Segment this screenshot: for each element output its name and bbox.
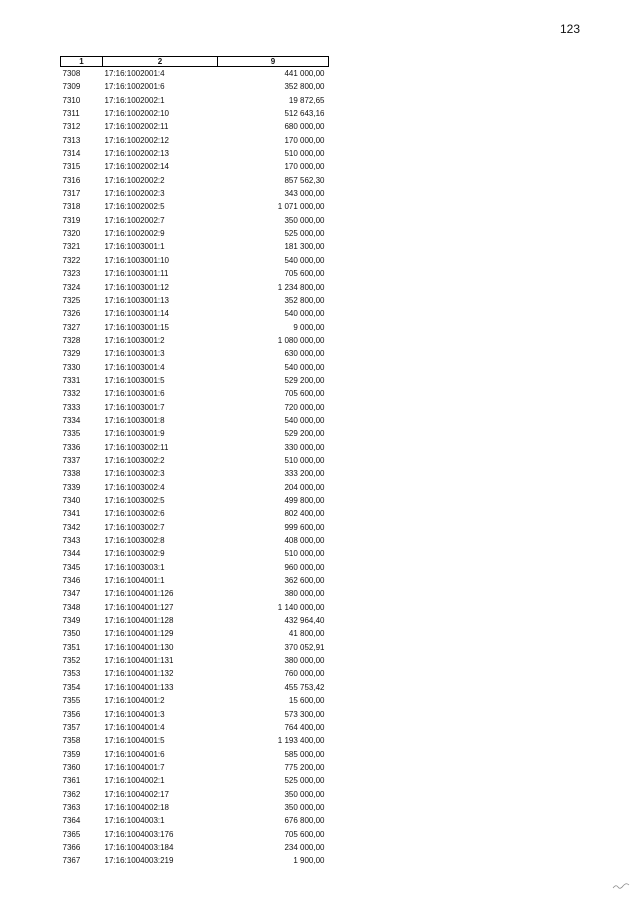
table-row xyxy=(61,160,329,173)
value-cell: 1 900,00 xyxy=(293,856,325,866)
table-row xyxy=(61,854,329,867)
row-number-cell: 7328 xyxy=(62,335,81,345)
cadastral-number-cell: 17:16:1004002:18 xyxy=(104,802,170,812)
table-row xyxy=(61,547,329,560)
cadastral-number-cell: 17:16:1003002:11 xyxy=(104,442,169,452)
table-row xyxy=(61,361,329,374)
cadastral-number-cell: 17:16:1003001:11 xyxy=(104,269,169,279)
row-number-cell: 7366 xyxy=(62,842,81,852)
table-row xyxy=(61,534,329,547)
table-row xyxy=(61,134,329,147)
row-number-cell: 7309 xyxy=(62,82,81,92)
cadastral-number-cell: 17:16:1002002:12 xyxy=(104,135,170,145)
cadastral-number-cell: 17:16:1003001:5 xyxy=(104,375,165,385)
row-number-cell: 7364 xyxy=(62,816,81,826)
row-number-cell: 7324 xyxy=(62,282,81,292)
row-number-cell: 7344 xyxy=(62,549,81,559)
row-number-cell: 7326 xyxy=(62,309,81,319)
row-number-cell: 7334 xyxy=(62,415,81,425)
row-number-cell: 7359 xyxy=(62,749,81,759)
cadastral-number-cell: 17:16:1003001:7 xyxy=(104,402,165,412)
value-cell: 1 071 000,00 xyxy=(277,202,325,212)
table-row xyxy=(61,521,329,534)
row-number-cell: 7360 xyxy=(62,762,81,772)
value-cell: 630 000,00 xyxy=(284,349,325,359)
cadastral-number-cell: 17:16:1004001:130 xyxy=(104,642,174,652)
cadastral-number-cell: 17:16:1003003:1 xyxy=(104,562,165,572)
table-row xyxy=(61,507,329,520)
value-cell: 529 200,00 xyxy=(284,429,325,439)
cadastral-number-cell: 17:16:1003002:2 xyxy=(104,455,165,465)
cadastral-number-cell: 17:16:1004001:132 xyxy=(104,669,174,679)
row-number-cell: 7352 xyxy=(62,656,81,666)
value-cell: 764 400,00 xyxy=(284,722,325,732)
row-number-cell: 7311 xyxy=(62,109,80,119)
table-row xyxy=(61,200,329,213)
value-cell: 802 400,00 xyxy=(284,509,325,519)
value-cell: 1 080 000,00 xyxy=(277,335,325,345)
table-row xyxy=(61,708,329,721)
row-number-cell: 7320 xyxy=(62,229,81,239)
row-number-cell: 7349 xyxy=(62,616,81,626)
value-cell: 705 600,00 xyxy=(284,389,325,399)
cadastral-number-cell: 17:16:1003001:1 xyxy=(104,242,165,252)
value-cell: 1 193 400,00 xyxy=(277,736,325,746)
row-number-cell: 7313 xyxy=(62,135,81,145)
value-cell: 455 753,42 xyxy=(284,682,325,692)
value-cell: 330 000,00 xyxy=(284,442,325,452)
row-number-cell: 7363 xyxy=(62,802,81,812)
cadastral-number-cell: 17:16:1003001:13 xyxy=(104,295,170,305)
row-number-cell: 7341 xyxy=(62,509,81,519)
table-body xyxy=(61,67,329,868)
cadastral-number-cell: 17:16:1002002:9 xyxy=(104,229,165,239)
row-number-cell: 7321 xyxy=(62,242,81,252)
value-cell: 529 200,00 xyxy=(284,375,325,385)
cadastral-number-cell: 17:16:1004003:219 xyxy=(104,856,174,866)
value-cell: 540 000,00 xyxy=(284,362,325,372)
row-number-cell: 7353 xyxy=(62,669,81,679)
cadastral-number-cell: 17:16:1003002:8 xyxy=(104,536,165,546)
cadastral-number-cell: 17:16:1003002:6 xyxy=(104,509,165,519)
table-row xyxy=(61,494,329,507)
row-number-cell: 7330 xyxy=(62,362,81,372)
table-row xyxy=(61,281,329,294)
value-cell: 408 000,00 xyxy=(284,536,325,546)
value-cell: 441 000,00 xyxy=(284,69,325,78)
table-row xyxy=(61,67,329,81)
value-cell: 1 140 000,00 xyxy=(277,602,325,612)
table-row xyxy=(61,307,329,320)
value-cell: 760 000,00 xyxy=(284,669,325,679)
cadastral-number-cell: 17:16:1004001:7 xyxy=(104,762,165,772)
table-row xyxy=(61,147,329,160)
cadastral-number-cell: 17:16:1003002:7 xyxy=(104,522,165,532)
cadastral-number-cell: 17:16:1004001:129 xyxy=(104,629,174,639)
table-row xyxy=(61,574,329,587)
table-row xyxy=(61,401,329,414)
value-cell: 352 800,00 xyxy=(284,295,325,305)
value-cell: 540 000,00 xyxy=(284,415,325,425)
table-row xyxy=(61,254,329,267)
cadastral-number-cell: 17:16:1003002:3 xyxy=(104,469,165,479)
value-cell: 19 872,65 xyxy=(288,95,325,105)
data-table-container xyxy=(60,56,328,868)
row-number-cell: 7347 xyxy=(62,589,81,599)
cadastral-number-cell: 17:16:1004003:176 xyxy=(104,829,174,839)
row-number-cell: 7345 xyxy=(62,562,81,572)
row-number-cell: 7323 xyxy=(62,269,81,279)
value-cell: 370 052,91 xyxy=(284,642,325,652)
row-number-cell: 7337 xyxy=(62,455,81,465)
table-row xyxy=(61,374,329,387)
row-number-cell: 7315 xyxy=(62,162,81,172)
value-cell: 350 000,00 xyxy=(284,802,325,812)
table-row xyxy=(61,841,329,854)
table-row xyxy=(61,227,329,240)
table-row xyxy=(61,801,329,814)
column-header-2: 2 xyxy=(103,57,218,67)
value-cell: 857 562,30 xyxy=(284,175,325,185)
column-header-1: 1 xyxy=(61,57,103,67)
cadastral-number-cell: 17:16:1002002:10 xyxy=(104,109,170,119)
row-number-cell: 7348 xyxy=(62,602,81,612)
table-row xyxy=(61,94,329,107)
table-header-row xyxy=(61,57,329,67)
value-cell: 573 300,00 xyxy=(284,709,325,719)
cadastral-number-cell: 17:16:1003002:4 xyxy=(104,482,165,492)
value-cell: 585 000,00 xyxy=(284,749,325,759)
value-cell: 9 000,00 xyxy=(293,322,325,332)
value-cell: 676 800,00 xyxy=(284,816,325,826)
row-number-cell: 7342 xyxy=(62,522,81,532)
table-row xyxy=(61,641,329,654)
row-number-cell: 7367 xyxy=(62,856,81,866)
value-cell: 680 000,00 xyxy=(284,122,325,132)
cadastral-number-cell: 17:16:1004001:5 xyxy=(104,736,165,746)
cadastral-number-cell: 17:16:1004002:1 xyxy=(104,776,165,786)
table-row xyxy=(61,454,329,467)
row-number-cell: 7350 xyxy=(62,629,81,639)
table-row xyxy=(61,294,329,307)
table-row xyxy=(61,334,329,347)
table-row xyxy=(61,614,329,627)
row-number-cell: 7327 xyxy=(62,322,81,332)
value-cell: 705 600,00 xyxy=(284,269,325,279)
value-cell: 350 000,00 xyxy=(284,789,325,799)
table-row xyxy=(61,774,329,787)
table-row xyxy=(61,174,329,187)
cadastral-number-cell: 17:16:1004001:2 xyxy=(104,696,165,706)
table-row xyxy=(61,187,329,200)
row-number-cell: 7361 xyxy=(62,776,81,786)
value-cell: 705 600,00 xyxy=(284,829,325,839)
value-cell: 343 000,00 xyxy=(284,189,325,199)
row-number-cell: 7362 xyxy=(62,789,81,799)
value-cell: 775 200,00 xyxy=(284,762,325,772)
value-cell: 170 000,00 xyxy=(284,162,325,172)
row-number-cell: 7357 xyxy=(62,722,81,732)
table-row xyxy=(61,667,329,680)
value-cell: 362 600,00 xyxy=(284,576,325,586)
cadastral-number-cell: 17:16:1003001:12 xyxy=(104,282,170,292)
cadastral-number-cell: 17:16:1002002:2 xyxy=(104,175,165,185)
row-number-cell: 7319 xyxy=(62,215,81,225)
cadastral-number-cell: 17:16:1002001:4 xyxy=(104,69,165,78)
cadastral-number-cell: 17:16:1004001:126 xyxy=(104,589,174,599)
value-cell: 15 600,00 xyxy=(288,696,325,706)
cadastral-number-cell: 17:16:1002002:7 xyxy=(104,215,165,225)
row-number-cell: 7308 xyxy=(62,69,81,78)
table-row xyxy=(61,107,329,120)
row-number-cell: 7318 xyxy=(62,202,81,212)
row-number-cell: 7314 xyxy=(62,149,81,159)
value-cell: 960 000,00 xyxy=(284,562,325,572)
row-number-cell: 7356 xyxy=(62,709,81,719)
cadastral-number-cell: 17:16:1002001:6 xyxy=(104,82,165,92)
value-cell: 432 964,40 xyxy=(284,616,325,626)
cadastral-number-cell: 17:16:1004003:1 xyxy=(104,816,165,826)
cadastral-number-cell: 17:16:1002002:1 xyxy=(104,95,165,105)
value-cell: 352 800,00 xyxy=(284,82,325,92)
cadastral-number-cell: 17:16:1002002:5 xyxy=(104,202,165,212)
page-number: 123 xyxy=(560,22,581,36)
cadastral-number-cell: 17:16:1004002:17 xyxy=(104,789,170,799)
row-number-cell: 7343 xyxy=(62,536,81,546)
value-cell: 380 000,00 xyxy=(284,589,325,599)
table-row xyxy=(61,427,329,440)
value-cell: 720 000,00 xyxy=(284,402,325,412)
cadastral-number-cell: 17:16:1002002:11 xyxy=(104,122,169,132)
row-number-cell: 7346 xyxy=(62,576,81,586)
cadastral-number-cell: 17:16:1004001:1 xyxy=(104,576,165,586)
table-row xyxy=(61,761,329,774)
cadastral-number-cell: 17:16:1003001:15 xyxy=(104,322,170,332)
cadastral-number-cell: 17:16:1003001:2 xyxy=(104,335,165,345)
cadastral-number-cell: 17:16:1002002:13 xyxy=(104,149,170,159)
table-row xyxy=(61,441,329,454)
table-row xyxy=(61,80,329,93)
table-row xyxy=(61,561,329,574)
row-number-cell: 7329 xyxy=(62,349,81,359)
value-cell: 170 000,00 xyxy=(284,135,325,145)
table-row xyxy=(61,828,329,841)
value-cell: 333 200,00 xyxy=(284,469,325,479)
value-cell: 204 000,00 xyxy=(284,482,325,492)
table-row xyxy=(61,721,329,734)
row-number-cell: 7322 xyxy=(62,255,81,265)
row-number-cell: 7310 xyxy=(62,95,81,105)
value-cell: 510 000,00 xyxy=(284,149,325,159)
row-number-cell: 7339 xyxy=(62,482,81,492)
table-row xyxy=(61,681,329,694)
row-number-cell: 7333 xyxy=(62,402,81,412)
table-row xyxy=(61,240,329,253)
cadastral-number-cell: 17:16:1003001:8 xyxy=(104,415,165,425)
value-cell: 510 000,00 xyxy=(284,549,325,559)
row-number-cell: 7338 xyxy=(62,469,81,479)
cadastral-number-cell: 17:16:1002002:14 xyxy=(104,162,170,172)
table-row xyxy=(61,467,329,480)
row-number-cell: 7335 xyxy=(62,429,81,439)
row-number-cell: 7358 xyxy=(62,736,81,746)
row-number-cell: 7365 xyxy=(62,829,81,839)
row-number-cell: 7317 xyxy=(62,189,81,199)
row-number-cell: 7351 xyxy=(62,642,81,652)
data-table xyxy=(60,56,329,868)
row-number-cell: 7354 xyxy=(62,682,81,692)
cadastral-number-cell: 17:16:1003001:14 xyxy=(104,309,170,319)
cadastral-number-cell: 17:16:1003001:4 xyxy=(104,362,165,372)
table-row xyxy=(61,267,329,280)
value-cell: 181 300,00 xyxy=(284,242,325,252)
row-number-cell: 7340 xyxy=(62,496,81,505)
column-header-9: 9 xyxy=(218,57,329,67)
value-cell: 512 643,16 xyxy=(284,109,325,119)
row-number-cell: 7316 xyxy=(62,175,81,185)
table-row xyxy=(61,214,329,227)
cadastral-number-cell: 17:16:1004003:184 xyxy=(104,842,174,852)
value-cell: 540 000,00 xyxy=(284,255,325,265)
cadastral-number-cell: 17:16:1003002:5 xyxy=(104,496,165,505)
cadastral-number-cell: 17:16:1004001:3 xyxy=(104,709,165,719)
cadastral-number-cell: 17:16:1003001:6 xyxy=(104,389,165,399)
table-row xyxy=(61,627,329,640)
cadastral-number-cell: 17:16:1004001:127 xyxy=(104,602,174,612)
value-cell: 234 000,00 xyxy=(284,842,325,852)
row-number-cell: 7332 xyxy=(62,389,81,399)
value-cell: 525 000,00 xyxy=(284,776,325,786)
table-row xyxy=(61,414,329,427)
cadastral-number-cell: 17:16:1003001:10 xyxy=(104,255,170,265)
cadastral-number-cell: 17:16:1002002:3 xyxy=(104,189,165,199)
table-row xyxy=(61,120,329,133)
row-number-cell: 7325 xyxy=(62,295,81,305)
value-cell: 510 000,00 xyxy=(284,455,325,465)
cadastral-number-cell: 17:16:1004001:4 xyxy=(104,722,165,732)
table-row xyxy=(61,788,329,801)
cadastral-number-cell: 17:16:1003001:9 xyxy=(104,429,165,439)
value-cell: 41 800,00 xyxy=(288,629,325,639)
row-number-cell: 7331 xyxy=(62,375,81,385)
cadastral-number-cell: 17:16:1004001:133 xyxy=(104,682,174,692)
row-number-cell: 7312 xyxy=(62,122,81,132)
table-row xyxy=(61,321,329,334)
table-row xyxy=(61,347,329,360)
cadastral-number-cell: 17:16:1003002:9 xyxy=(104,549,165,559)
value-cell: 525 000,00 xyxy=(284,229,325,239)
row-number-cell: 7355 xyxy=(62,696,81,706)
value-cell: 350 000,00 xyxy=(284,215,325,225)
cadastral-number-cell: 17:16:1003001:3 xyxy=(104,349,165,359)
value-cell: 1 234 800,00 xyxy=(277,282,325,292)
table-row xyxy=(61,734,329,747)
cadastral-number-cell: 17:16:1004001:6 xyxy=(104,749,165,759)
row-number-cell: 7336 xyxy=(62,442,81,452)
table-row xyxy=(61,387,329,400)
table-row xyxy=(61,601,329,614)
table-row xyxy=(61,654,329,667)
value-cell: 540 000,00 xyxy=(284,309,325,319)
cadastral-number-cell: 17:16:1004001:128 xyxy=(104,616,174,626)
table-row xyxy=(61,748,329,761)
table-row xyxy=(61,694,329,707)
value-cell: 999 600,00 xyxy=(284,522,325,532)
table-row xyxy=(61,481,329,494)
table-row xyxy=(61,814,329,827)
cadastral-number-cell: 17:16:1004001:131 xyxy=(104,656,174,666)
table-row xyxy=(61,587,329,600)
value-cell: 499 800,00 xyxy=(284,496,325,505)
value-cell: 380 000,00 xyxy=(284,656,325,666)
handwritten-mark xyxy=(612,882,630,890)
